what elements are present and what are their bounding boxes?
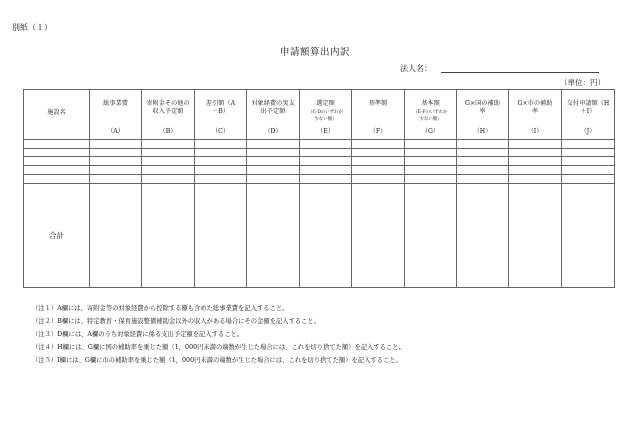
- column-header-label: G×市の補助率: [517, 100, 553, 116]
- total-cell[interactable]: [352, 183, 405, 287]
- column-header-facility: [24, 90, 90, 140]
- table-cell[interactable]: [195, 140, 247, 149]
- table-cell[interactable]: [457, 166, 509, 175]
- table-cell[interactable]: [405, 157, 457, 166]
- table-cell[interactable]: [300, 174, 352, 183]
- table-cell[interactable]: [24, 148, 90, 157]
- table-cell[interactable]: [405, 174, 457, 183]
- table-cell[interactable]: [457, 157, 509, 166]
- table-row: [24, 157, 615, 166]
- applicant-name-field[interactable]: [441, 72, 599, 73]
- column-header-j: [562, 90, 615, 140]
- column-header-d: [247, 90, 300, 140]
- table-cell[interactable]: [195, 174, 247, 183]
- unit-label: （単位：円）: [560, 78, 605, 87]
- table-row: [24, 166, 615, 175]
- table-cell[interactable]: [142, 166, 195, 175]
- table-cell[interactable]: [90, 166, 142, 175]
- table-cell[interactable]: [300, 148, 352, 157]
- table-cell[interactable]: [195, 166, 247, 175]
- column-header-label: 基準額: [368, 100, 388, 107]
- column-header-label: 差引額（A－B）: [205, 100, 236, 116]
- table-cell[interactable]: [142, 148, 195, 157]
- column-header-a: [90, 90, 142, 140]
- total-cell[interactable]: [509, 183, 562, 287]
- table-cell[interactable]: [90, 157, 142, 166]
- table-cell[interactable]: [195, 157, 247, 166]
- table-cell[interactable]: [562, 166, 615, 175]
- table-cell[interactable]: [405, 140, 457, 149]
- table-cell[interactable]: [90, 148, 142, 157]
- table-cell[interactable]: [457, 174, 509, 183]
- table-cell[interactable]: [300, 166, 352, 175]
- total-cell[interactable]: [405, 183, 457, 287]
- table-cell[interactable]: [24, 140, 90, 149]
- column-header-label: 寄附金その他の収入予定額: [146, 100, 190, 116]
- table-cell[interactable]: [300, 157, 352, 166]
- table-cell[interactable]: [247, 166, 300, 175]
- table-cell[interactable]: [405, 166, 457, 175]
- column-header-label: 交付申請額（H＋I）: [566, 100, 610, 116]
- table-cell[interactable]: [247, 148, 300, 157]
- column-header-code: （B）: [159, 128, 177, 135]
- column-header-note: （E-Fのいずれか少ない額）: [413, 110, 448, 122]
- table-cell[interactable]: [562, 174, 615, 183]
- table-cell[interactable]: [352, 140, 405, 149]
- column-header-b: [142, 90, 195, 140]
- total-label: 合計: [24, 183, 90, 287]
- column-header-h: [457, 90, 509, 140]
- table-cell[interactable]: [300, 140, 352, 149]
- page-title: 申請額算出内訳: [279, 47, 350, 58]
- column-header-code: （H）: [473, 128, 492, 135]
- table-cell[interactable]: [247, 157, 300, 166]
- total-cell[interactable]: [562, 183, 615, 287]
- table-cell[interactable]: [562, 157, 615, 166]
- table-cell[interactable]: [509, 148, 562, 157]
- table-cell[interactable]: [352, 174, 405, 183]
- column-header-label: 対象経費の実支出予定額: [251, 100, 295, 116]
- total-cell[interactable]: [247, 183, 300, 287]
- document-reference: 別紙（１）: [12, 23, 52, 32]
- column-header-code: （F）: [369, 128, 387, 135]
- column-header-label: 選定額: [316, 100, 335, 107]
- table-cell[interactable]: [352, 157, 405, 166]
- table-cell[interactable]: [24, 157, 90, 166]
- table-row: [24, 174, 615, 183]
- column-header-note: （C-Dのいずれか少ない額）: [308, 110, 343, 122]
- column-header-c: [195, 90, 247, 140]
- table-cell[interactable]: [352, 148, 405, 157]
- table-cell[interactable]: [142, 140, 195, 149]
- note-line: （注３）D欄には、A欄のうち対象経費に係る支出予定額を記入すること。: [32, 331, 244, 338]
- column-header-label: G×国の補助率: [465, 100, 500, 116]
- total-row: [24, 183, 615, 287]
- table-row: [24, 140, 615, 149]
- table-cell[interactable]: [195, 148, 247, 157]
- notes-section: [32, 302, 405, 367]
- table-cell[interactable]: [457, 140, 509, 149]
- total-cell[interactable]: [90, 183, 142, 287]
- table-cell[interactable]: [562, 140, 615, 149]
- total-cell[interactable]: [142, 183, 195, 287]
- table-cell[interactable]: [247, 174, 300, 183]
- table-row: [24, 148, 615, 157]
- table-cell[interactable]: [247, 140, 300, 149]
- total-cell[interactable]: [195, 183, 247, 287]
- column-header-code: （A）: [107, 128, 124, 135]
- table-cell[interactable]: [562, 148, 615, 157]
- table-cell[interactable]: [90, 140, 142, 149]
- table-cell[interactable]: [457, 148, 509, 157]
- column-header-code: （I）: [527, 128, 543, 135]
- note-line: （注２）B欄には、特定教育・保育施設整備補助金以外の収入がある場合にその金額を記入すること。: [32, 318, 320, 325]
- column-header-f: [352, 90, 405, 140]
- table-cell[interactable]: [405, 148, 457, 157]
- column-header-code: （G）: [421, 128, 440, 135]
- total-cell[interactable]: [300, 183, 352, 287]
- column-header-code: （C）: [211, 128, 230, 135]
- table-cell[interactable]: [509, 140, 562, 149]
- column-header-label: 施設名: [47, 109, 66, 116]
- note-line: （注１）A欄には、寄附金等の対象経費から控除する額も含めた総事業費を記入すること。: [32, 305, 289, 312]
- column-header-g: [405, 90, 457, 140]
- column-header-label: 総事業費: [103, 100, 128, 107]
- column-header-i: [509, 90, 562, 140]
- table-header-row: [24, 90, 615, 140]
- column-header-e: [300, 90, 352, 140]
- table-cell[interactable]: [509, 174, 562, 183]
- table-cell[interactable]: [90, 174, 142, 183]
- note-line: （注４）H欄には、G欄に国の補助率を乗じた額（1，000円未満の端数が生じた場合には、これを切り捨てた額）を記入すること。: [32, 344, 405, 351]
- column-header-code: （D）: [264, 128, 282, 135]
- column-header-label: 基本額: [421, 100, 440, 107]
- note-line: （注５）I欄には、G欄に市の補助率を乗じた額（1，000円未満の端数が生じた場合には、これを切り捨てた額）を記入すること。: [32, 357, 402, 364]
- table-cell[interactable]: [142, 174, 195, 183]
- table-cell[interactable]: [352, 166, 405, 175]
- column-header-code: （J）: [580, 128, 596, 135]
- table-cell[interactable]: [24, 166, 90, 175]
- table-cell[interactable]: [509, 157, 562, 166]
- applicant-label: 法人名：: [400, 64, 432, 73]
- table-cell[interactable]: [142, 157, 195, 166]
- table-cell[interactable]: [509, 166, 562, 175]
- total-cell[interactable]: [457, 183, 509, 287]
- calculation-table: [23, 89, 615, 288]
- column-header-code: （E）: [317, 128, 334, 135]
- table-cell[interactable]: [24, 174, 90, 183]
